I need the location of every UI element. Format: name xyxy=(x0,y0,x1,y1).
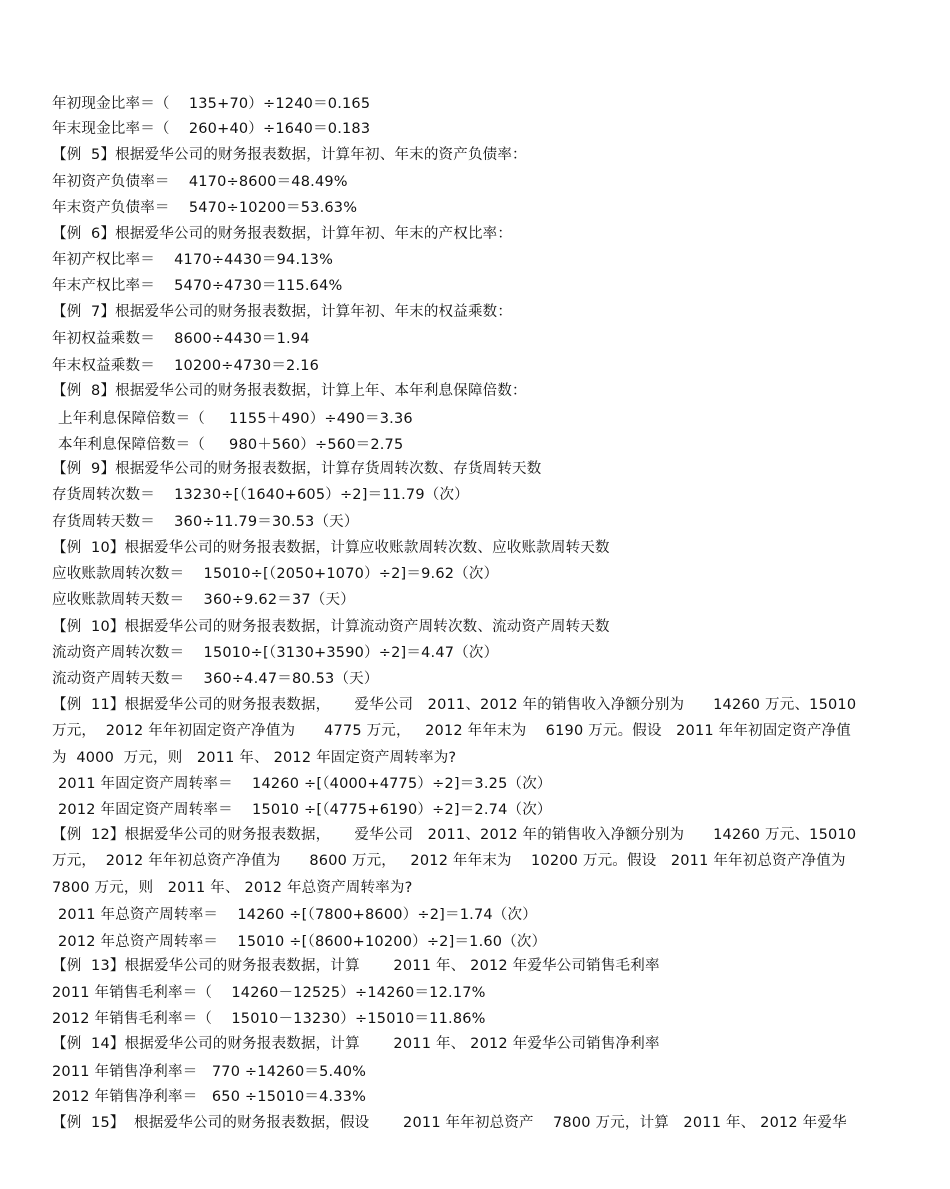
text-line: 【例 13】根据爱华公司的财务报表数据，计算 2011 年、 2012 年爱华公司销售毛利率 xyxy=(52,958,660,974)
text-line: 年初权益乘数＝ 8600÷4430＝1.94 xyxy=(52,331,310,347)
text-line: 【例 10】根据爱华公司的财务报表数据，计算流动资产周转次数、流动资产周转天数 xyxy=(52,619,610,635)
text-line: 为 4000 万元，则 2011 年、 2012 年固定资产周转率为? xyxy=(52,750,457,766)
text-line: 本年利息保障倍数＝（ 980＋560）÷560＝2.75 xyxy=(58,437,404,453)
text-line: 【例 9】根据爱华公司的财务报表数据，计算存货周转次数、存货周转天数 xyxy=(52,461,542,477)
text-line: 2012 年销售毛利率＝（ 15010－13230）÷15010＝11.86% xyxy=(52,1011,486,1027)
text-line: 上年利息保障倍数＝（ 1155＋490）÷490＝3.36 xyxy=(58,411,413,427)
text-line: 【例 14】根据爱华公司的财务报表数据，计算 2011 年、 2012 年爱华公司销售净利率 xyxy=(52,1036,660,1052)
text-line: 流动资产周转天数＝ 360÷4.47＝80.53（天） xyxy=(52,671,379,687)
text-line: 年末资产负债率＝ 5470÷10200＝53.63% xyxy=(52,200,358,216)
text-line: 【例 8】根据爱华公司的财务报表数据，计算上年、本年利息保障倍数： xyxy=(52,383,527,399)
text-line: 流动资产周转次数＝ 15010÷[（3130+3590）÷2]＝4.47（次） xyxy=(52,645,499,661)
text-line: 【例 12】根据爱华公司的财务报表数据， 爱华公司 2011、2012 年的销售收入净额分别为 14260 万元、15010 xyxy=(52,827,857,843)
text-line: 7800 万元，则 2011 年、 2012 年总资产周转率为? xyxy=(52,880,413,896)
text-line: 2011 年销售净利率＝ 770 ÷14260＝5.40% xyxy=(52,1064,367,1080)
text-line: 2012 年总资产周转率＝ 15010 ÷[（8600+10200）÷2]＝1.60（次） xyxy=(58,934,547,950)
text-line: 应收账款周转次数＝ 15010÷[（2050+1070）÷2]＝9.62（次） xyxy=(52,566,499,582)
text-line: 2011 年固定资产周转率＝ 14260 ÷[（4000+4775）÷2]＝3.25（次） xyxy=(58,776,552,792)
text-line: 【例 10】根据爱华公司的财务报表数据，计算应收账款周转次数、应收账款周转天数 xyxy=(52,540,610,556)
text-line: 年末现金比率＝（ 260+40）÷1640＝0.183 xyxy=(52,121,371,137)
text-line: 年初产权比率＝ 4170÷4430＝94.13% xyxy=(52,252,334,268)
text-line: 年初现金比率＝（ 135+70）÷1240＝0.165 xyxy=(52,96,371,112)
text-line: 【例 5】根据爱华公司的财务报表数据，计算年初、年末的资产负债率： xyxy=(52,147,527,163)
text-line: 存货周转次数＝ 13230÷[（1640+605）÷2]＝11.79（次） xyxy=(52,487,469,503)
text-line: 2011 年销售毛利率＝（ 14260－12525）÷14260＝12.17% xyxy=(52,985,486,1001)
text-line: 应收账款周转天数＝ 360÷9.62＝37（天） xyxy=(52,592,355,608)
text-line: 2012 年销售净利率＝ 650 ÷15010＝4.33% xyxy=(52,1089,367,1105)
text-line: 【例 7】根据爱华公司的财务报表数据，计算年初、年末的权益乘数： xyxy=(52,304,513,320)
text-line: 万元， 2012 年年初固定资产净值为 4775 万元， 2012 年年末为 6190 万元。假设 2011 年年初固定资产净值 xyxy=(52,723,851,739)
text-line: 万元， 2012 年年初总资产净值为 8600 万元， 2012 年年末为 10200 万元。假设 2011 年年初总资产净值为 xyxy=(52,853,846,869)
text-line: 【例 11】根据爱华公司的财务报表数据， 爱华公司 2011、2012 年的销售收入净额分别为 14260 万元、15010 xyxy=(52,697,857,713)
text-line: 存货周转天数＝ 360÷11.79＝30.53（天） xyxy=(52,514,359,530)
text-line: 2011 年总资产周转率＝ 14260 ÷[（7800+8600）÷2]＝1.74（次） xyxy=(58,907,537,923)
text-line: 【例 6】根据爱华公司的财务报表数据，计算年初、年末的产权比率： xyxy=(52,226,513,242)
text-line: 2012 年固定资产周转率＝ 15010 ÷[（4775+6190）÷2]＝2.74（次） xyxy=(58,802,552,818)
text-line: 【例 15】 根据爱华公司的财务报表数据，假设 2011 年年初总资产 7800 万元，计算 2011 年、 2012 年爱华 xyxy=(52,1115,847,1131)
text-line: 年末产权比率＝ 5470÷4730＝115.64% xyxy=(52,278,343,294)
text-line: 年初资产负债率＝ 4170÷8600＝48.49% xyxy=(52,174,348,190)
text-line: 年末权益乘数＝ 10200÷4730＝2.16 xyxy=(52,358,320,374)
